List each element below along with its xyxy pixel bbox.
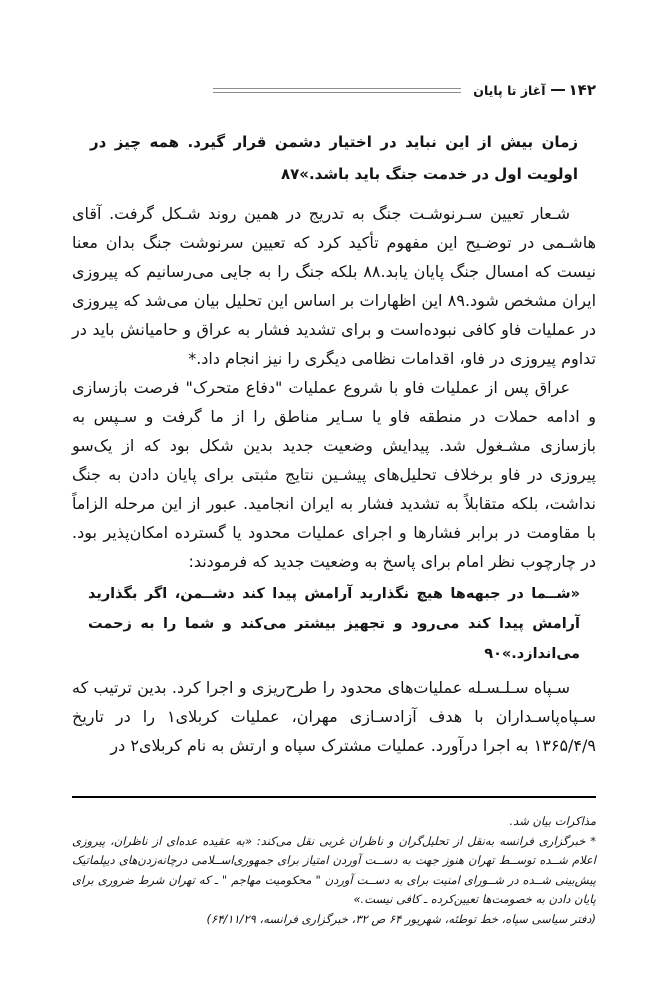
footnotes-block (72, 812, 596, 929)
body-paragraph-2: عراق پس از عملیات فاو با شروع عملیات "دفاع متحرک" فرصت بازسازی و ادامه حملات در منطقه فاو یا سـایر مناطق را از ما گرفت و سـپس به بازسازی مشـغول شد. پیدایش وضعیت جدید بدین شکل بود که از یک‌سو پیروزی در فاو برخلاف تحلیل‌های پیشـین نتایج مثبتی برای پایان دادن به جنگ نداشت، بلکه متقابلاً به تشدید فشار به ایران انجامید. عبور از این مرحله الزاماً با مقاومت در برابر فشارها و اجرای عملیات محدود یا گسترده امکان‌پذیر بود. در چارچوب نظر امام برای پاسخ به وضعیت جدید که فرمودند: (72, 378, 596, 571)
page-number: ۱۴۲ (568, 81, 596, 99)
chapter-title: آغاز تا پایان (473, 82, 546, 98)
footnote-source: (دفتر سیاسی سپاه، خط توطئه، شهریور ۶۴ ص ۳۲، خبرگزاری فرانسه، ۶۴/۱۱/۲۹) (206, 911, 596, 926)
footnote-separator (72, 796, 596, 798)
imam-quote: «شــما در جبهه‌ها هیچ نگذارید آرامش پیدا کند دشــمن، اگر بگذارید آرامش پیدا کند می‌رود و تجهیز بیشتر می‌کند و شما را به زحمت می‌اندازد.»۹۰ (88, 586, 580, 662)
closing-paragraph: سـپاه سـلـسـله عملیات‌های محدود را طرح‌ریزی و اجرا کرد. بدین ترتیب که سـپاه‌پاسـداران با هدف آزادسـازی مهران، عملیات کربلای۱ را در تاریخ ۱۳۶۵/۴/۹ به اجرا درآورد. عملیات مشترک سپاه و ارتش به نام کربلای۲ در (72, 678, 596, 755)
footnote-starred: * خبرگزاری فرانسه به‌نقل از تحلیل‌گران و ناظران غربی نقل می‌کند: «به عقیده عده‌ای از ناظران، پیروزی اعلام شــده توســط تهران هنوز جهت به دســت آوردن امتیاز برای جمهوری‌اســلامی درچانه‌زدن‌های دیپلماتیک پیش‌بینی شــده در شــورای امنیت برای به دســت آوردن " محکومیت مهاجم " ـ که تهران شرط ضروری برای پایان دادن به خصومت‌ها تعیین‌کرده ـ کافی نیست.» (72, 833, 596, 906)
footnote-continuation: مذاکرات بیان شد. (509, 814, 596, 828)
lead-quote: زمان بیش از این نباید در اختیار دشمن قرار گیرد. همه چیز در اولویت اول در خدمت جنگ باید باشد.»۸۷ (90, 133, 578, 183)
running-header (72, 80, 596, 100)
body-paragraph-1: شـعار تعیین سـرنوشـت جنگ به تدریج در همین روند شـکل گرفت. آقای هاشـمی در توضـیح این مفهوم تأکید کرد که تعیین سرنوشت جنگ بدان معنا نیست که امسال جنگ پایان یابد.۸۸ بلکه جنگ را به جایی می‌رسانیم که پیروزی ایران مشخص شود.۸۹ این اظهارات بر اساس این تحلیل بیان می‌شد که پیروزی در عملیات فاو کافی نبوده‌است و برای تشدید فشار به عراق و حامیانش باید در تداوم پیروزی در فاو، اقدامات نظامی دیگری را نیز انجام داد.* (72, 204, 597, 368)
header-dash-rule (551, 89, 565, 91)
header-double-rule (213, 88, 461, 93)
